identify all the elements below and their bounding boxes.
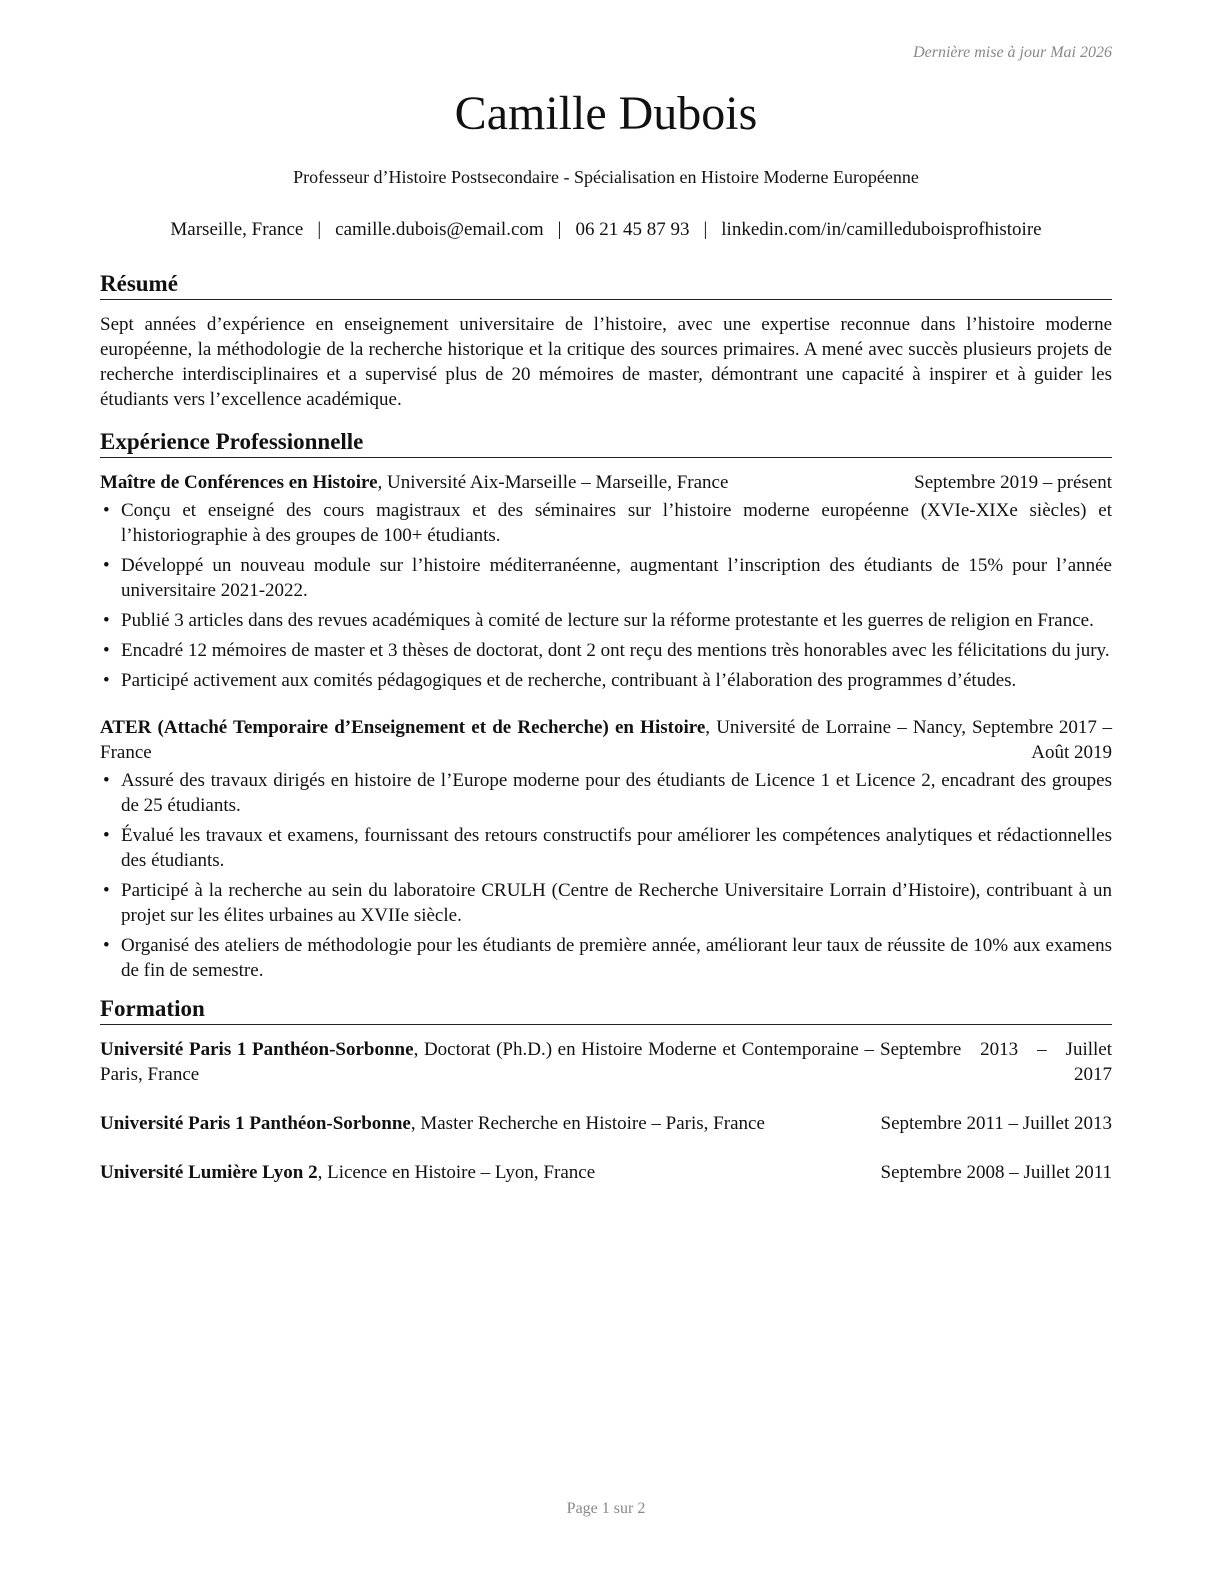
job-dates: Septembre 2019 – présent xyxy=(914,472,1112,493)
job-bullet: • Participé activement aux comités pédagogiques et de recherche, contribuant à l’élaboration des programmes d’études. xyxy=(100,668,1112,693)
job-bullet: • Participé à la recherche au sein du laboratoire CRULH (Centre de Recherche Universitaire Lorrain d’Histoire), contribuant à un projet sur les élites urbaines au XVIIe siècle. xyxy=(100,878,1112,928)
job-header xyxy=(100,715,1112,765)
education-section xyxy=(100,995,1112,1185)
job-title: Maître de Conférences en Histoire xyxy=(100,472,378,493)
job-title-line xyxy=(100,470,890,495)
education-school: Université Lumière Lyon 2 xyxy=(100,1162,318,1183)
education-degree: , Doctorat (Ph.D.) en Histoire Moderne et Contemporaine – Paris, France xyxy=(100,1039,875,1085)
contact-separator: | xyxy=(703,219,708,240)
job-title: ATER (Attaché Temporaire d’Enseignement et de Recherche) en Histoire xyxy=(100,717,706,738)
contact-separator: | xyxy=(557,219,562,240)
education-degree: , Master Recherche en Histoire – Paris, France xyxy=(410,1113,765,1134)
job-bullet: • Encadré 12 mémoires de master et 3 thèses de doctorat, dont 2 ont reçu des mentions très honorables avec les félicitations du jury. xyxy=(100,638,1112,663)
summary-heading: Résumé xyxy=(100,270,1112,300)
resume-page xyxy=(100,0,1112,1584)
job-organization: , Université de Lorraine – Nancy, France xyxy=(100,717,966,763)
education-entry xyxy=(100,1111,1112,1136)
education-school: Université Paris 1 Panthéon-Sorbonne xyxy=(100,1039,414,1060)
job-header xyxy=(100,470,1112,495)
education-school: Université Paris 1 Panthéon-Sorbonne xyxy=(100,1113,411,1134)
job-bullet: • Organisé des ateliers de méthodologie pour les étudiants de première année, améliorant leur taux de réussite de 10% aux examens de fin de semestre. xyxy=(100,933,1112,983)
education-heading: Formation xyxy=(100,995,1112,1025)
contact-location: Marseille, France xyxy=(170,219,304,240)
contact-phone: 06 21 45 87 93 xyxy=(575,219,690,240)
education-title-line xyxy=(100,1160,874,1185)
education-title-line xyxy=(100,1037,874,1087)
education-header xyxy=(100,1037,1112,1087)
contact-line xyxy=(100,219,1112,241)
education-entry xyxy=(100,1160,1112,1185)
job-title-line xyxy=(100,715,966,765)
education-degree: , Licence en Histoire – Lyon, France xyxy=(317,1162,596,1183)
education-header xyxy=(100,1160,1112,1185)
last-updated: Dernière mise à jour Mai 2026 xyxy=(913,44,1112,61)
page-number: Page 1 sur 2 xyxy=(566,1500,646,1517)
job-organization: , Université Aix-Marseille – Marseille, France xyxy=(377,472,729,493)
experience-section xyxy=(100,428,1112,983)
job-bullets xyxy=(100,768,1112,983)
resume-content xyxy=(100,270,1112,1209)
job-entry xyxy=(100,470,1112,693)
experience-heading: Expérience Professionnelle xyxy=(100,428,1112,458)
job-bullet: • Évalué les travaux et examens, fournissant des retours constructifs pour améliorer les compétences analytiques et rédactionnelles des étudiants. xyxy=(100,823,1112,873)
contact-linkedin[interactable]: linkedin.com/in/camilleduboisprofhistoire xyxy=(721,219,1042,240)
education-header xyxy=(100,1111,1112,1136)
summary-section xyxy=(100,270,1112,412)
job-entry xyxy=(100,715,1112,983)
summary-text: Sept années d’expérience en enseignement universitaire de l’histoire, avec une expertise reconnue dans l’histoire moderne européenne, la méthodologie de la recherche historique et la critique des sources primaires. A mené avec succès plusieurs projets de recherche interdisciplinaires et a supervisé plus de 20 mémoires de master, démontrant une capacité à inspirer et à guider les étudiants vers l’excellence académique. xyxy=(100,314,1112,410)
job-bullet: • Conçu et enseigné des cours magistraux et des séminaires sur l’histoire moderne européenne (XVIe-XIXe siècles) et l’historiographie à des groupes de 100+ étudiants. xyxy=(100,498,1112,548)
education-title-line xyxy=(100,1111,874,1136)
job-dates: Septembre 2017 – Août 2019 xyxy=(972,717,1112,763)
education-dates: Septembre 2013 – Juillet 2017 xyxy=(880,1039,1112,1085)
candidate-name: Camille Dubois xyxy=(454,87,758,140)
candidate-subtitle: Professeur d’Histoire Postsecondaire - Spécialisation en Histoire Moderne Européenne xyxy=(293,167,919,187)
job-bullet: • Assuré des travaux dirigés en histoire de l’Europe moderne pour des étudiants de Licence 1 et Licence 2, encadrant des groupes de 25 étudiants. xyxy=(100,768,1112,818)
contact-separator: | xyxy=(317,219,322,240)
job-bullets xyxy=(100,498,1112,693)
education-dates: Septembre 2011 – Juillet 2013 xyxy=(880,1113,1112,1134)
job-bullet: • Publié 3 articles dans des revues académiques à comité de lecture sur la réforme protestante et les guerres de religion en France. xyxy=(100,608,1112,633)
job-bullet: • Développé un nouveau module sur l’histoire méditerranéenne, augmentant l’inscription des étudiants de 15% pour l’année universitaire 2021-2022. xyxy=(100,553,1112,603)
contact-email[interactable]: camille.dubois@email.com xyxy=(335,219,544,240)
education-dates: Septembre 2008 – Juillet 2011 xyxy=(880,1162,1112,1183)
education-entry xyxy=(100,1037,1112,1087)
